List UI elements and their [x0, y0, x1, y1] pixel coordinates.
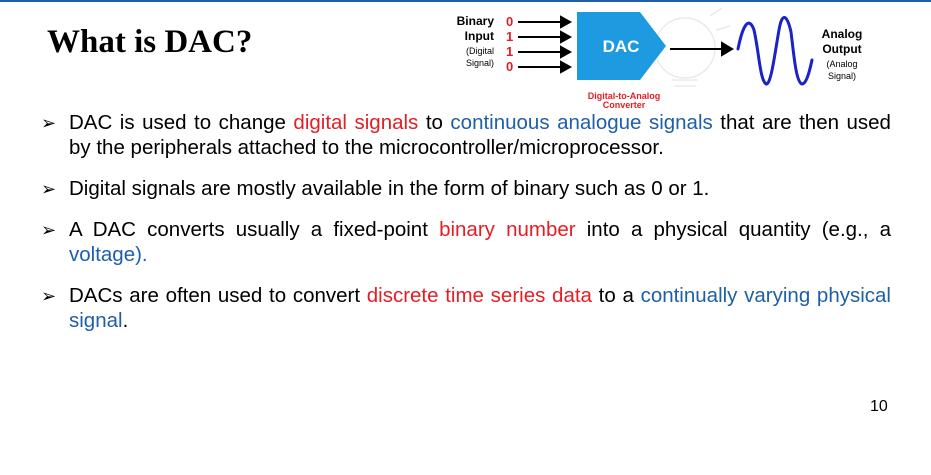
- input-label-input: Input: [464, 29, 494, 43]
- bullet-text-segment: into a physical quantity (e.g., a: [575, 218, 891, 241]
- bullet-list: [41, 110, 891, 349]
- bullet-text-segment: voltage).: [69, 243, 148, 266]
- arrow-bullet-icon: ➢: [41, 286, 57, 306]
- page-number: 10: [870, 398, 888, 415]
- output-sub-signal: Signal): [827, 71, 856, 81]
- dac-block-label: DAC: [602, 37, 640, 56]
- bit-0: 0: [506, 14, 514, 29]
- dac-diagram: [440, 8, 900, 110]
- bullet-item: [41, 110, 891, 160]
- bullet-text-segment: .: [122, 309, 129, 332]
- bullet-text-segment: binary number: [439, 218, 576, 241]
- arrow-bullet-icon: ➢: [41, 179, 57, 199]
- bullet-text-segment: to a: [591, 284, 641, 307]
- analog-wave-icon: [738, 17, 812, 84]
- slide-title: What is DAC?: [47, 24, 253, 60]
- dac-caption-line2: Converter: [602, 100, 646, 110]
- bullet-text-segment: A DAC converts usually a fixed-point: [69, 218, 440, 241]
- bit-2: 1: [506, 44, 514, 59]
- bit-1: 1: [506, 29, 514, 44]
- dac-caption-line1: Digital-to-Analog: [587, 91, 661, 101]
- bullet-text-segment: DACs are often used to convert: [69, 284, 367, 307]
- output-arrow: [670, 43, 732, 55]
- bit-3: 0: [506, 59, 514, 74]
- bullet-text-segment: DAC is used to change: [69, 111, 294, 134]
- input-label-binary: Binary: [456, 14, 494, 28]
- input-sub-digital: (Digital: [465, 46, 494, 56]
- bullet-text-segment: that are then used by the peripherals attached to the microcontroller/microprocessor.: [69, 111, 891, 159]
- top-rule: [0, 0, 931, 2]
- output-sub-analog: (Analog: [826, 59, 858, 69]
- bullet-text-segment: Digital signals are mostly available in the form of binary such as 0 or 1.: [69, 177, 710, 200]
- bullet-text-segment: continually varying physical signal: [69, 284, 891, 332]
- arrow-bullet-icon: ➢: [41, 220, 57, 240]
- arrow-bullet-icon: ➢: [41, 113, 57, 133]
- bullet-text-segment: digital signals: [293, 111, 419, 134]
- bullet-text-segment: discrete time series data: [366, 284, 592, 307]
- lightbulb-watermark-icon: [655, 8, 730, 86]
- bullet-item: [41, 283, 891, 333]
- input-sub-signal: Signal): [465, 58, 494, 68]
- output-label-output: Output: [822, 42, 862, 56]
- input-arrows: [518, 17, 570, 72]
- bullet-text-segment: continuous analogue signals: [450, 111, 713, 134]
- bullet-text-segment: to: [418, 111, 451, 134]
- bullet-item: [41, 176, 891, 201]
- output-label-analog: Analog: [821, 27, 863, 41]
- bullet-item: [41, 217, 891, 267]
